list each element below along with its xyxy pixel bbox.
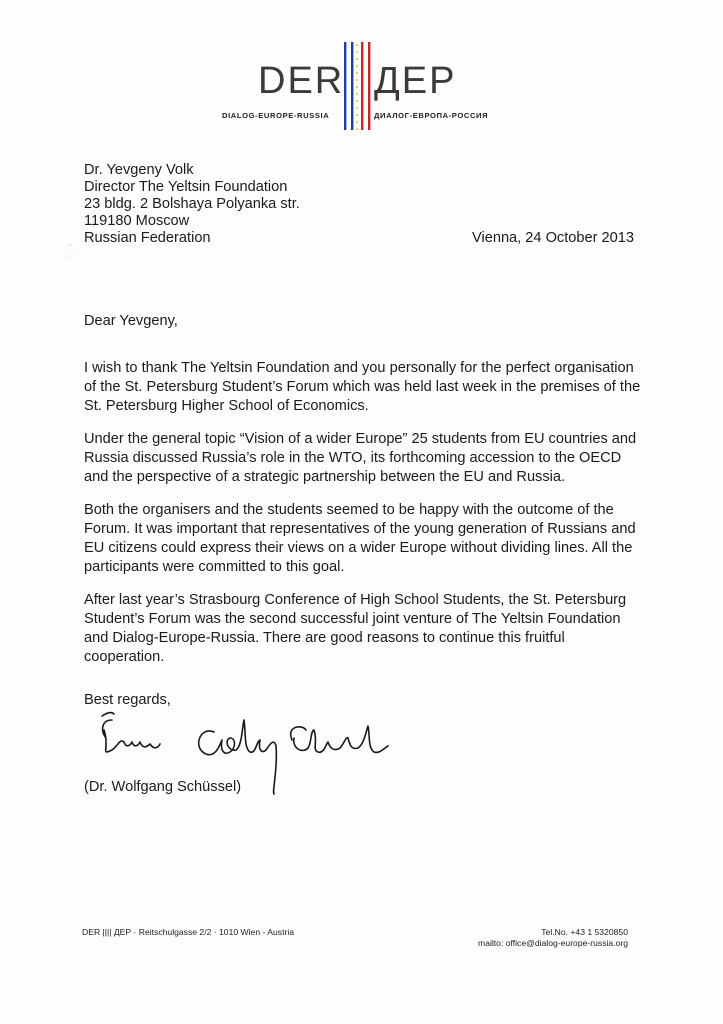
place-and-date: Vienna, 24 October 2013 <box>472 230 635 246</box>
logo-subtitle-cyrillic: ДИАЛОГ-ЕВРОПА-РОССИЯ <box>374 111 489 120</box>
recipient-line: 119180 Moscow <box>84 213 190 229</box>
body-paragraph: Under the general topic “Vision of a wider Europe” 25 students from EU countries and Russia discussed Russia’s role in the WTO, its forthcoming accession to the OECD and the perspective of a strategic partnership between the EU and Russia. <box>84 431 637 485</box>
letter-body <box>84 359 644 681</box>
logo-stripes-icon <box>342 42 372 130</box>
letterhead-logo <box>0 0 723 140</box>
logo-subtitle-latin: DIALOG-EUROPE-RUSSIA <box>222 111 330 120</box>
recipient-line: 23 bldg. 2 Bolshaya Polyanka str. <box>84 196 300 212</box>
closing: Best regards, <box>84 692 171 708</box>
logo-wordmark-latin: DER <box>258 60 345 102</box>
salutation: Dear Yevgeny, <box>84 313 178 329</box>
footer-email-link[interactable]: mailto: office@dialog-europe-russia.org <box>478 938 628 948</box>
recipient-line: Director The Yeltsin Foundation <box>84 179 288 195</box>
scan-dust-marks <box>68 243 74 259</box>
body-paragraph: Both the organisers and the students seemed to be happy with the outcome of the Forum. It was important that representatives of the young generation of Russians and EU citizens could express their views on a wider Europe without dividing lines. All the participants were committed to this goal. <box>84 502 636 575</box>
signer-name: (Dr. Wolfgang Schüssel) <box>84 779 242 795</box>
footer-address: DER |||| ДЕР · Reitschulgasse 2/2 · 1010 Wien - Austria <box>82 927 295 937</box>
recipient-line: Russian Federation <box>84 230 211 246</box>
logo-wordmark-cyrillic: ДЕР <box>374 60 457 102</box>
footer-contact <box>478 927 628 949</box>
recipient-line: Dr. Yevgeny Volk <box>84 162 194 178</box>
recipient-address <box>84 162 300 247</box>
footer-telephone: Tel.No. +43 1 5320850 <box>541 927 628 937</box>
body-paragraph: I wish to thank The Yeltsin Foundation and you personally for the perfect organisation of the St. Petersburg Student’s Forum which was held last week in the premises of the St. Petersburg Higher School of Economics. <box>84 360 641 414</box>
body-paragraph: After last year’s Strasbourg Conference of High School Students, the St. Petersburg Student’s Forum was the second successful joint venture of The Yeltsin Foundation and Dialog-Europe-Russia. There are good reasons to continue this fruitful cooperation. <box>84 592 627 665</box>
